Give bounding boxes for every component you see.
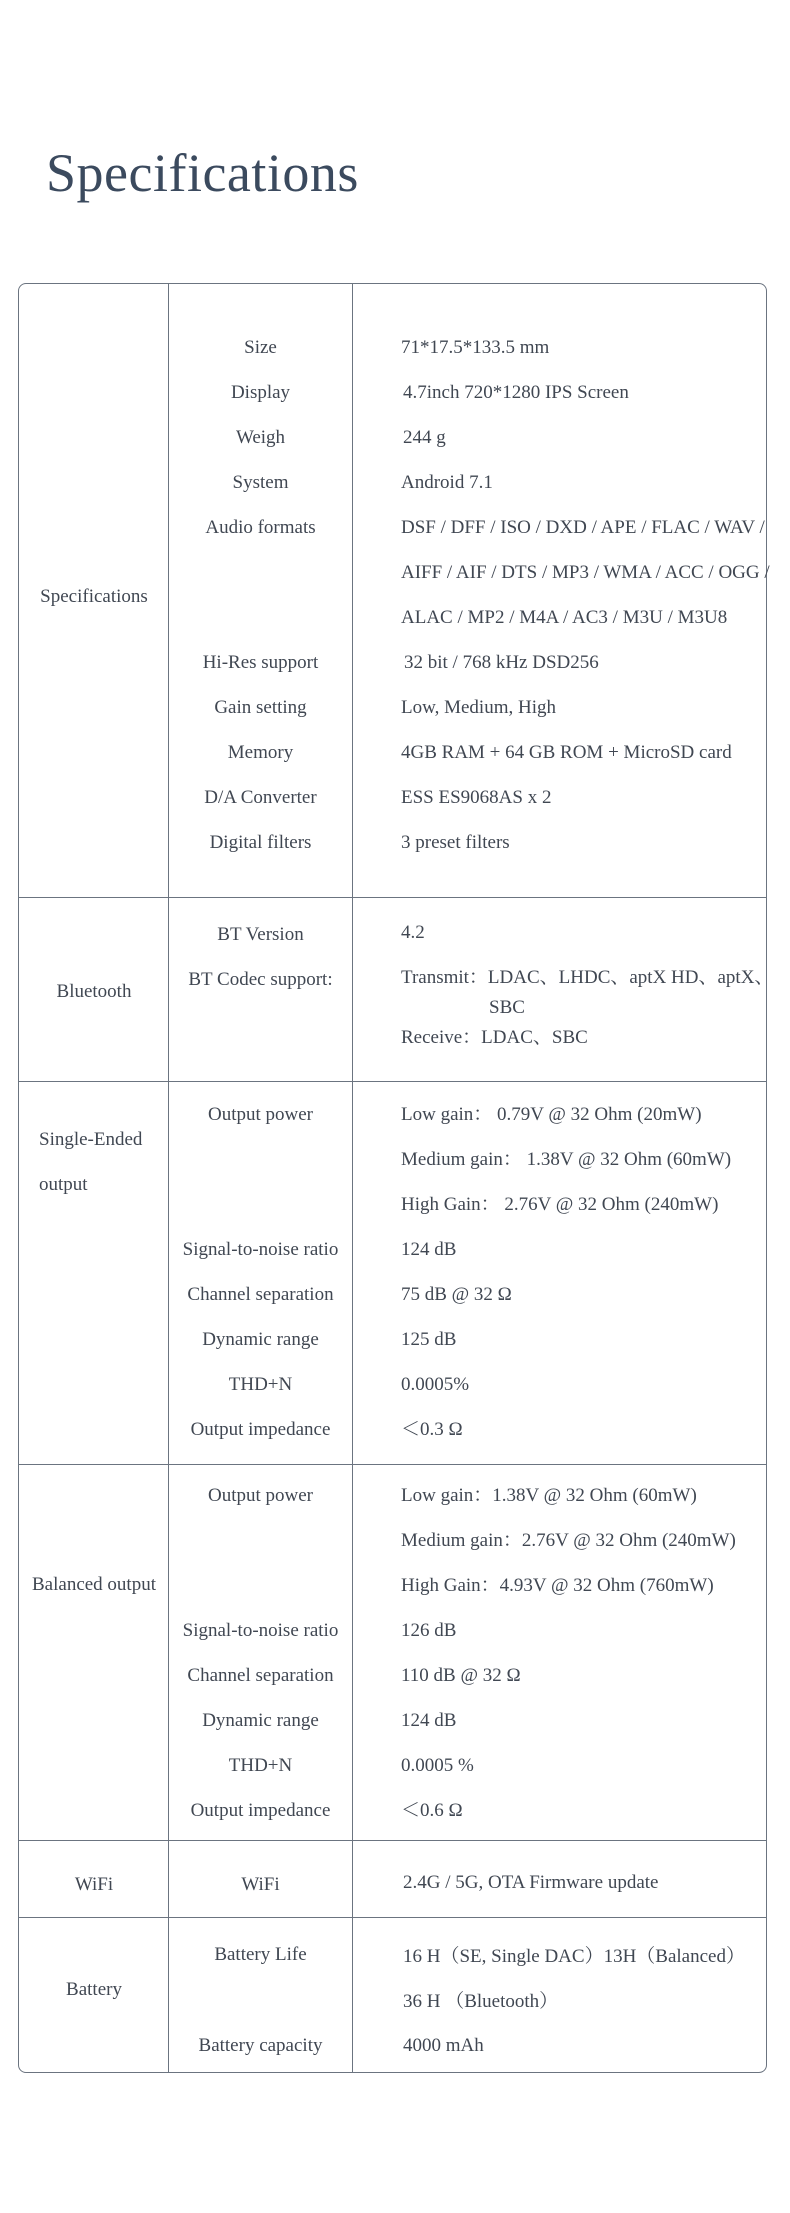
spec-label: System — [232, 472, 289, 493]
spec-value: SBC — [489, 997, 525, 1018]
spec-value: 125 dB — [401, 1329, 457, 1350]
spec-value: 0.0005% — [401, 1374, 470, 1395]
spec-label: Battery capacity — [198, 2035, 323, 2056]
spec-value: 4000 mAh — [403, 2035, 484, 2056]
spec-value: High Gain： 2.76V @ 32 Ohm (240mW) — [401, 1194, 719, 1215]
spec-value: ESS ES9068AS x 2 — [401, 787, 552, 808]
row-divider — [19, 1917, 766, 1918]
spec-label: Gain setting — [214, 697, 307, 718]
spec-value: Transmit：LDAC、LHDC、aptX HD、aptX、 — [401, 967, 774, 988]
page-title: Specifications — [46, 143, 359, 203]
spec-label: Display — [230, 382, 291, 403]
spec-value: Android 7.1 — [401, 472, 493, 493]
spec-value: 32 bit / 768 kHz DSD256 — [404, 652, 599, 673]
spec-value: 126 dB — [401, 1620, 457, 1641]
spec-value: Medium gain：2.76V @ 32 Ohm (240mW) — [401, 1530, 736, 1551]
spec-value: Low gain：1.38V @ 32 Ohm (60mW) — [401, 1485, 697, 1506]
category-label: Balanced output — [32, 1574, 156, 1595]
spec-value: Low, Medium, High — [401, 697, 556, 718]
spec-label: BT Version — [217, 924, 304, 945]
spec-value: 71*17.5*133.5 mm — [401, 337, 550, 358]
spec-label: WiFi — [241, 1874, 280, 1895]
spec-label: D/A Converter — [204, 787, 317, 808]
row-divider — [19, 1464, 766, 1465]
spec-value: AIFF / AIF / DTS / MP3 / WMA / ACC / OGG / — [401, 562, 770, 583]
spec-label: THD+N — [228, 1374, 293, 1395]
spec-value: 124 dB — [401, 1239, 457, 1260]
category-label: Bluetooth — [56, 981, 132, 1002]
row-divider — [19, 1081, 766, 1082]
spec-value: 3 preset filters — [401, 832, 510, 853]
spec-label: Channel separation — [187, 1284, 334, 1305]
spec-value: Low gain： 0.79V @ 32 Ohm (20mW) — [401, 1104, 702, 1125]
spec-value: 4.7inch 720*1280 IPS Screen — [403, 382, 629, 403]
spec-label: Digital filters — [209, 832, 312, 853]
spec-label: Memory — [227, 742, 294, 763]
spec-label: Signal-to-noise ratio — [182, 1239, 339, 1260]
spec-label: Output power — [207, 1485, 313, 1506]
row-divider — [19, 1840, 766, 1841]
spec-label: Audio formats — [205, 517, 316, 538]
category-label: WiFi — [74, 1874, 114, 1895]
spec-label: Signal-to-noise ratio — [182, 1620, 339, 1641]
spec-label: Weigh — [235, 427, 286, 448]
spec-value: Medium gain： 1.38V @ 32 Ohm (60mW) — [401, 1149, 732, 1170]
spec-label: Size — [244, 337, 277, 358]
spec-value: DSF / DFF / ISO / DXD / APE / FLAC / WAV / — [401, 517, 765, 538]
spec-value: 36 H （Bluetooth） — [403, 1991, 559, 2012]
spec-label: THD+N — [228, 1755, 293, 1776]
category-label: output — [39, 1174, 88, 1195]
spec-value: Receive：LDAC、SBC — [401, 1027, 588, 1048]
spec-value: 4.2 — [401, 922, 425, 943]
specifications-table — [18, 283, 774, 2073]
spec-label: Battery Life — [214, 1944, 307, 1965]
spec-label: Channel separation — [187, 1665, 334, 1686]
category-label: Battery — [66, 1979, 122, 2000]
spec-value: 124 dB — [401, 1710, 457, 1731]
spec-value: 110 dB @ 32 Ω — [401, 1665, 521, 1686]
spec-value: 2.4G / 5G, OTA Firmware update — [403, 1872, 659, 1893]
category-label: Single-Ended — [39, 1129, 143, 1150]
spec-label: Hi-Res support — [202, 652, 319, 673]
spec-label: Output power — [207, 1104, 313, 1125]
spec-label: Output impedance — [190, 1419, 331, 1440]
spec-value: 0.0005 % — [401, 1755, 474, 1776]
spec-value: 4GB RAM + 64 GB ROM + MicroSD card — [401, 742, 732, 763]
spec-value: ALAC / MP2 / M4A / AC3 / M3U / M3U8 — [401, 607, 728, 628]
spec-value: High Gain：4.93V @ 32 Ohm (760mW) — [401, 1575, 714, 1596]
spec-value: 16 H（SE, Single DAC）13H（Balanced） — [403, 1946, 745, 1967]
spec-value: 75 dB @ 32 Ω — [401, 1284, 512, 1305]
spec-value: 244 g — [403, 427, 446, 448]
spec-label: Dynamic range — [202, 1329, 319, 1350]
row-divider — [19, 897, 766, 898]
spec-label: Output impedance — [190, 1800, 331, 1821]
spec-value: ＜0.6 Ω — [401, 1800, 463, 1821]
spec-label: Dynamic range — [202, 1710, 319, 1731]
spec-value: ＜0.3 Ω — [401, 1419, 463, 1440]
spec-label: BT Codec support: — [188, 969, 333, 990]
category-label: Specifications — [40, 586, 148, 607]
